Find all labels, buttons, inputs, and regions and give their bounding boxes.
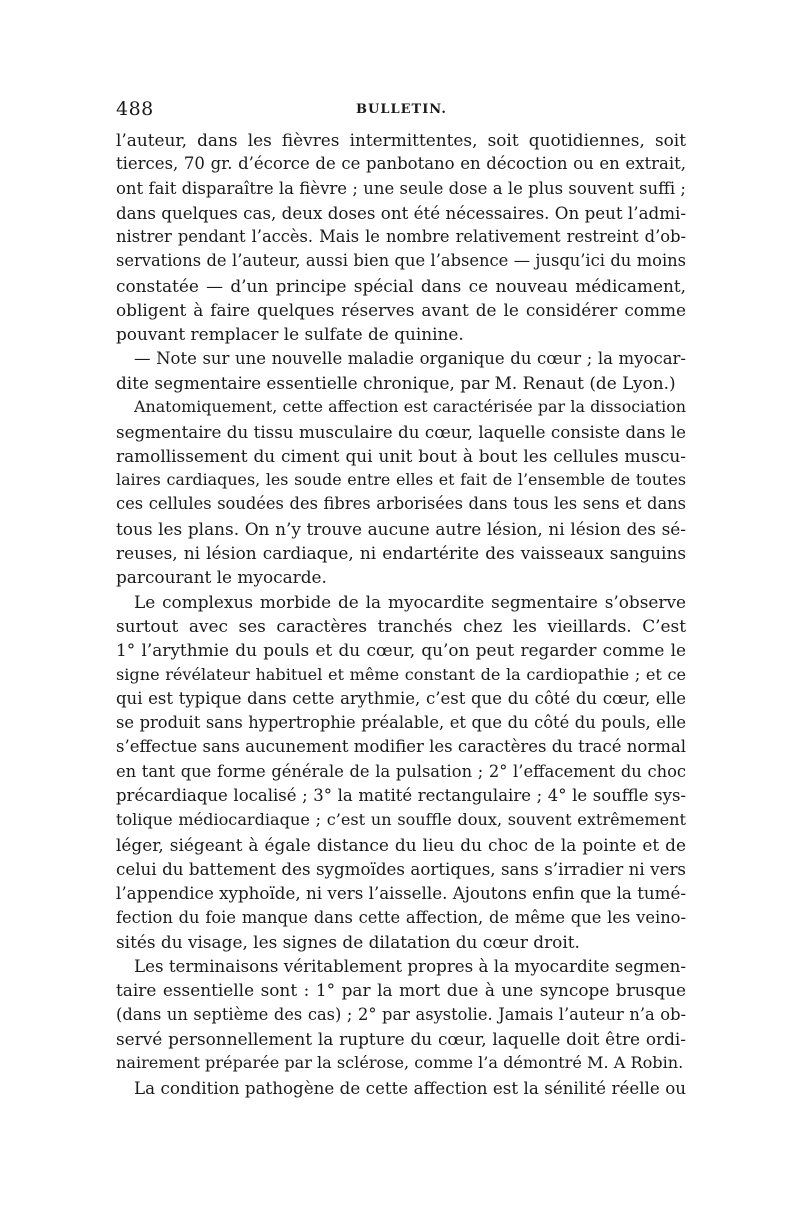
text-line: signe révélateur habituel et même constant de la cardiopathie ; et ce [116,664,686,684]
text-line: dans quelques cas, deux doses ont été nécessaires. On peut l’admi- [116,202,686,223]
text-line: ramollissement du ciment qui unit bout à bout les cellules muscu- [116,445,686,466]
text-line: reuses, ni lésion cardiaque, ni endartérite des vaisseaux sanguins [116,543,686,564]
text-line: se produit sans hypertrophie préalable, et que du côté du pouls, elle [116,713,686,733]
text-line: tous les plans. On n’y trouve aucune autre lésion, ni lésion des sé- [116,518,686,539]
text-line: sités du visage, les signes de dilatation du cœur droit. [116,931,580,952]
text-line: ces cellules soudées des fibres arborisées dans tous les sens et dans [116,494,686,514]
text-line: nistrer pendant l’accès. Mais le nombre relativement restreint d’ob- [116,227,686,247]
text-line: fection du foie manque dans cette affection, de même que les veino- [116,907,686,927]
text-line: celui du battement des sygmoïdes aortiques, sans s’irradier ni vers [116,858,686,879]
running-head: BULLETIN. [356,102,447,117]
text-line: Anatomiquement, cette affection est caractérisée par la dissociation [134,397,686,417]
text-line: en tant que forme générale de la pulsation ; 2° l’effacement du choc [116,761,686,781]
text-line: Les terminaisons véritablement propres à la myocardite segmen- [134,956,687,977]
text-line: laires cardiaques, les soude entre elles et fait de l’ensemble de toutes [116,470,686,490]
text-line: parcourant le myocarde. [116,567,327,588]
text-line: (dans un septième des cas) ; 2° par asystolie. Jamais l’auteur n’a ob- [116,1004,686,1024]
text-line: dite segmentaire essentielle chronique, par M. Renaut (de Lyon.) [116,372,676,393]
text-line: tierces, 70 gr. d’écorce de ce panbotano en décoction ou en extrait, [116,154,686,174]
text-line: servations de l’auteur, aussi bien que l’absence — jusqu’ici du moins [116,251,686,271]
text-line: l’appendice xyphoïde, ni vers l’aisselle. Ajoutons enfin que la tumé- [116,883,686,904]
text-line: s’effectue sans aucunement modifier les caractères du tracé normal [116,737,686,757]
text-line: qui est typique dans cette arythmie, c’est que du côté du cœur, elle [116,688,686,708]
text-line: ont fait disparaître la fièvre ; une seule dose a le plus souvent suffi ; [116,178,686,198]
text-line: l’auteur, dans les fièvres intermittentes, soit quotidiennes, soit [116,130,686,150]
page-number: 488 [116,98,154,120]
text-line: nairement préparée par la sclérose, comme l’a démontré M. A Robin. [116,1053,684,1073]
text-line: pouvant remplacer le sulfate de quinine. [116,324,464,345]
text-line: servé personnellement la rupture du cœur, laquelle doit être ordi- [116,1028,686,1049]
page-header [116,98,686,124]
text-line: La condition pathogène de cette affection est la sénilité réelle ou [134,1077,686,1098]
text-line: surtout avec ses caractères tranchés chez les vieillards. C’est [116,615,686,636]
text-line: léger, siégeant à égale distance du lieu du choc de la pointe et de [116,834,686,855]
text-line: tolique médiocardiaque ; c’est un souffle doux, souvent extrêmement [116,810,686,830]
text-line: précardiaque localisé ; 3° la matité rectangulaire ; 4° le souffle sys- [116,786,686,806]
text-line: 1° l’arythmie du pouls et du cœur, qu’on peut regarder comme le [116,640,686,661]
text-line: Le complexus morbide de la myocardite segmentaire s’observe [134,591,686,612]
text-line: obligent à faire quelques réserves avant de le considérer comme [116,300,686,321]
text-line: segmentaire du tissu musculaire du cœur, laquelle consiste dans le [116,421,686,442]
text-line: — Note sur une nouvelle maladie organique du cœur ; la myocar- [134,348,686,368]
body-text [116,128,686,1100]
text-line: constatée — d’un principe spécial dans ce nouveau médicament, [116,275,686,296]
text-line: taire essentielle sont : 1° par la mort due à une syncope brusque [116,980,686,1001]
